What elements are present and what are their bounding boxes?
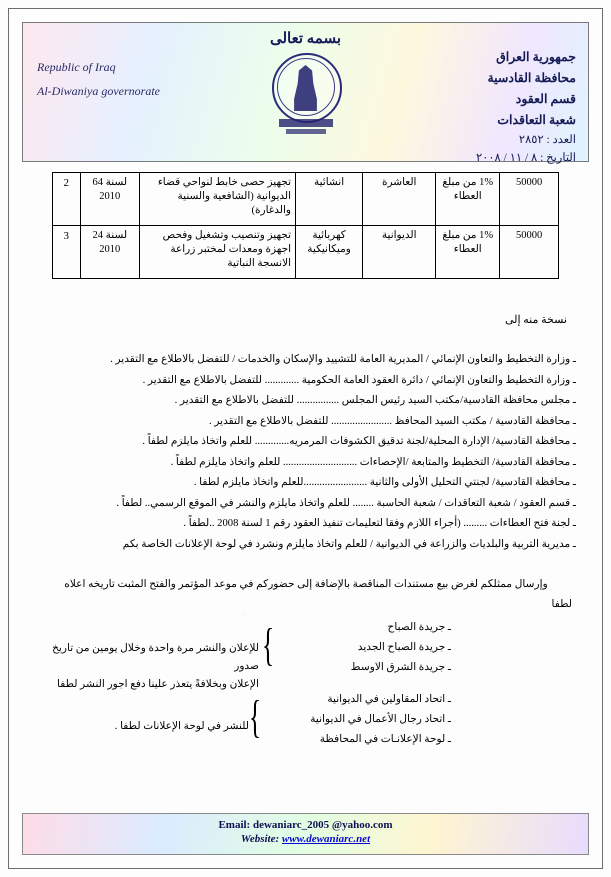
footer-email-label: Email:: [218, 819, 251, 831]
reference-number-label: العدد :: [546, 134, 576, 146]
list-item: ـ محافظة القادسية/ الإدارة المحلية/لجنة تدقيق الكشوفات المرمريه............. للعلم واتخاذ مايلزم لطفاً .: [142, 436, 576, 447]
cell-description: تجهيز وتنصيب وتشغيل وفحص اجهزة ومعدات لمختبر زراعة الانسجة النباتية: [139, 226, 295, 279]
list-item: ـ وزارة التخطيط والتعاون الإنمائي / دائرة العقود العامة الحكومية ............. للتفضل بالاطلاع مع التقدير .: [142, 374, 576, 386]
cell-section: كهربائية وميكانيكية: [296, 226, 363, 279]
footer-email: [23, 819, 588, 831]
seal-base-bar-2: [286, 129, 326, 134]
cell-number: 3: [53, 226, 81, 279]
newspapers-note-line-2: الإعلان وبخلافةً يتعذر علينا دفع اجور النشر لطفا: [57, 679, 259, 690]
newspapers-note: [44, 640, 259, 694]
document-date-label: التاريخ :: [540, 152, 576, 164]
footer-website: [23, 833, 588, 845]
cell-department: الديوانية: [363, 226, 436, 279]
closing-line-2: لطفا: [551, 599, 572, 610]
tender-items-table: [52, 172, 559, 279]
letterhead-arabic-line-2: محافظة القادسية: [487, 71, 576, 85]
newspapers-note-line-1: للإعلان والنشر مرة واحدة وخلال يومين من تاريخ صدور: [52, 643, 259, 672]
list-item: ـ لوحة الإعلانـات في المحافظة: [319, 734, 451, 745]
list-item: ـ جريدة الصباح: [387, 622, 451, 633]
closing-line-1: وإرسال ممثلكم لغرض بيع مستندات المناقصة بالإضافة إلى حضوركم في موعد المؤتمر والفتح المثبت تاريخه اعلاه: [64, 579, 548, 590]
document-date-value: ٨ / ١١ / ٢٠٠٨: [476, 152, 538, 164]
list-item: ـ جريدة الصباح الجديد: [357, 642, 451, 653]
cell-percentage: 1% من مبلغ العطاء: [436, 173, 500, 226]
letterhead: [22, 22, 589, 162]
cell-amount: 50000: [500, 173, 559, 226]
list-item: ـ مديرية التربية والبلديات والزراعة في الديوانية / للعلم واتخاذ مايلزم ونشرد في لوحة الإعلانات الخاصة بكم: [122, 538, 576, 550]
list-item: ـ قسم العقود / شعبة التعاقدات / شعبة الحاسبة ........ للعلم واتخاذ مايلزم والنشر في الموقع الرسمي.. لطفاً .: [116, 497, 576, 509]
cell-amount: 50000: [500, 226, 559, 279]
footer-website-link[interactable]: www.dewaniarc.net: [281, 833, 371, 845]
cell-description: تجهيز حصى خابط لنواحي قضاء الديوانية (الشافعية والسنية والدغارة): [139, 173, 295, 226]
list-item: ـ اتحاد المقاولين في الديوانية: [327, 694, 451, 705]
copy-to-title: نسخة منه إلى: [504, 314, 567, 326]
reference-number-value: ٢٨٥٢: [518, 134, 544, 146]
list-item: ـ مجلس محافظة القادسية/مكتب السيد رئيس المجلس ................ للتفضل بالاطلاع مع التقدير .: [174, 395, 576, 406]
reference-number: [426, 131, 576, 149]
cell-number: 2: [53, 173, 81, 226]
cell-year: لسنة 24 2010: [80, 226, 139, 279]
footer-website-label: Website:: [240, 833, 280, 845]
list-item: ـ وزارة التخطيط والتعاون الإنمائي / المديرية العامة للتشييد والإسكان والخدمات / للتفضل بالاطلاع مع التقدير .: [110, 354, 576, 365]
official-seal-icon: [261, 49, 351, 153]
boards-note-line-1: للنشر في لوحة الإعلانات لطفا .: [114, 721, 249, 732]
basmala-text: بسمه تعالى: [269, 31, 342, 47]
seal-base-bar-1: [279, 119, 333, 127]
letterhead-english-line-1: Republic of Iraq: [37, 60, 116, 74]
cell-percentage: 1% من مبلغ العطاء: [436, 226, 500, 279]
list-item: ـ لجنة فتح العطاءات ......... (أجراء اللازم وفقا لتعليمات تنفيذ العقود رقم 1 لسنة 2008 ..لطفاً .: [183, 518, 576, 529]
letterhead-arabic-line-3: قسم العقود: [515, 92, 576, 106]
cell-section: انشائية: [296, 173, 363, 226]
list-item: ـ محافظة القادسية / مكتب السيد المحافظ ....................... للتفضل بالاطلاع مع التقدير .: [209, 415, 576, 427]
table-row: [53, 226, 559, 279]
brace-icon: {: [248, 691, 262, 742]
recipients-list: [36, 350, 576, 555]
letterhead-arabic-line-1: جمهورية العراق: [496, 50, 576, 64]
boards-note: [49, 718, 249, 736]
letterhead-english-line-2: Al-Diwaniya governorate: [37, 84, 160, 98]
cell-department: العاشرة: [363, 173, 436, 226]
list-item: ـ اتحاد رجال الأعمال في الديوانية: [310, 714, 451, 725]
closing-paragraph: [36, 575, 576, 615]
list-item: ـ محافظة القادسية/ لجنتي التحليل الأولى والثانية ........................للعلم واتخاذ مايلزم لطفا .: [193, 477, 576, 488]
document-date: [426, 149, 576, 167]
newspapers-group: [281, 618, 451, 678]
letterhead-english: [37, 55, 237, 103]
letterhead-arabic-line-4: شعبة التعاقدات: [497, 113, 576, 127]
cell-year: لسنة 64 2010: [80, 173, 139, 226]
list-item: ـ جريدة الشرق الاوسط: [350, 662, 451, 673]
letterhead-arabic: [426, 47, 576, 167]
boards-group: [271, 690, 451, 750]
brace-icon: {: [261, 619, 275, 670]
table-row: [53, 173, 559, 226]
list-item: ـ محافظة القادسية/ التخطيط والمتابعة /الإحصاءات ............................ للعلم واتخاذ مايلزم لطفاً .: [170, 456, 576, 468]
footer-email-value: dewaniarc_2005 @yahoo.com: [252, 819, 393, 831]
footer-contact: [22, 813, 589, 855]
